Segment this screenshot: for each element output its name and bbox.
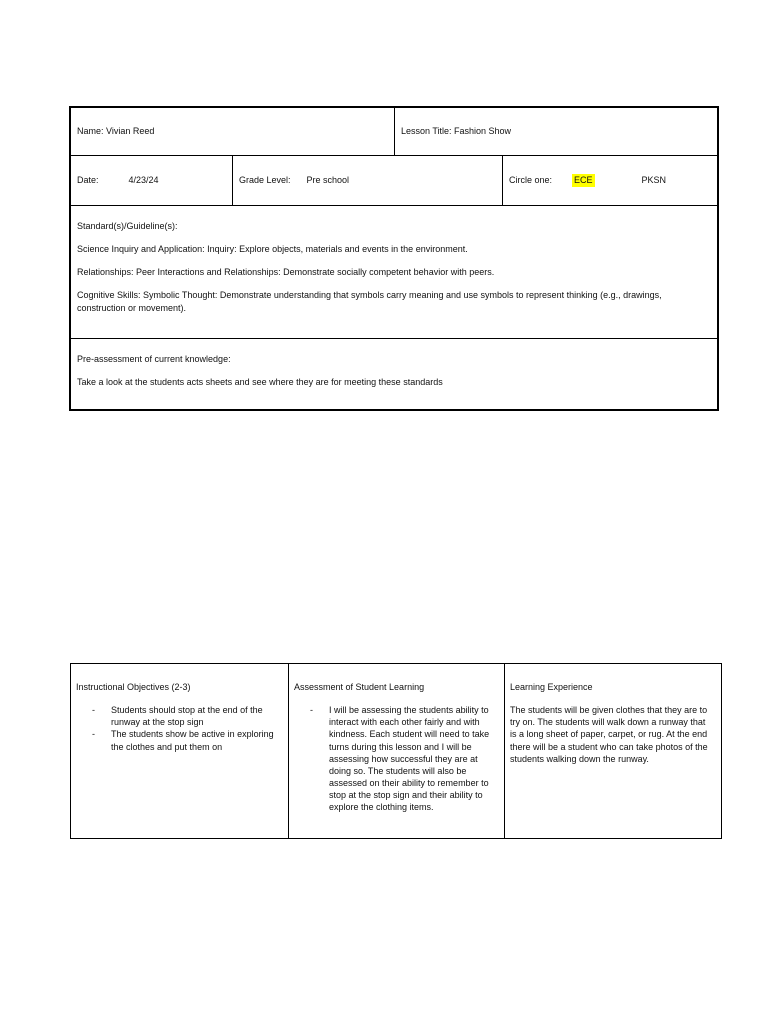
objective-item: - The students show be active in exploring the clothes and put them on xyxy=(111,728,283,752)
date-label: Date: xyxy=(77,175,99,186)
standard-item: Science Inquiry and Application: Inquiry: Explore objects, materials and events in the environment. xyxy=(77,244,468,255)
standard-item: Relationships: Peer Interactions and Relationships: Demonstrate socially competent behavior with peers. xyxy=(77,267,495,278)
lesson-title: Lesson Title: Fashion Show xyxy=(401,126,512,137)
objectives-list xyxy=(76,704,283,753)
assessment-item: - I will be assessing the students ability to interact with each other fairly and with kindness. Each student will need to take turns during this lesson and I will be assessing how successful they are at doing so. The students will also be assessed on their ability to remember to stop at the stop sign and their ability to explore the clothing items. xyxy=(329,704,499,813)
header-row-2 xyxy=(71,156,717,206)
grade-cell xyxy=(233,156,503,205)
name-cell xyxy=(71,108,395,155)
standard-item: Cognitive Skills: Symbolic Thought: Demonstrate understanding that symbols carry meaning and use symbols to represent thinking (e.g., drawings, construction or movement). xyxy=(77,290,662,313)
objective-item: - Students should stop at the end of the runway at the stop sign xyxy=(111,704,283,728)
standards-heading: Standard(s)/Guideline(s): xyxy=(77,221,178,231)
experience-heading: Learning Experience xyxy=(510,682,593,692)
lesson-plan-table xyxy=(70,663,722,839)
date-value: 4/23/24 xyxy=(128,175,159,186)
objectives-heading: Instructional Objectives (2-3) xyxy=(76,682,191,692)
lesson-header-table xyxy=(69,106,719,411)
preassessment-row xyxy=(71,339,717,409)
assessment-heading: Assessment of Student Learning xyxy=(294,682,425,692)
learning-experience-column xyxy=(505,664,721,838)
assessment-column xyxy=(289,664,505,838)
header-row-1 xyxy=(71,108,717,156)
lesson-title-cell xyxy=(395,108,717,155)
experience-text: The students will be given clothes that they are to try on. The students will walk down a runway that is a long sheet of paper, carpet, or rug. At the end there will be a student who can take photos of the students walking down the runway. xyxy=(510,705,708,764)
preassessment-cell xyxy=(71,339,449,409)
preassessment-text: Take a look at the students acts sheets and see where they are for meeting these standards xyxy=(77,377,443,388)
standards-cell xyxy=(71,206,717,338)
circle-label: Circle one: xyxy=(509,175,553,186)
grade-label: Grade Level: xyxy=(239,175,291,186)
teacher-name: Name: Vivian Reed xyxy=(77,126,155,137)
grade-value: Pre school xyxy=(306,175,350,186)
circle-option-ece-selected: ECE xyxy=(574,175,593,186)
objectives-column xyxy=(71,664,289,838)
date-cell xyxy=(71,156,233,205)
assessment-list xyxy=(294,704,499,813)
preassessment-heading: Pre-assessment of current knowledge: xyxy=(77,354,231,364)
circle-option-pksn: PKSN xyxy=(641,175,667,186)
standards-row xyxy=(71,206,717,339)
circle-one-cell xyxy=(503,156,717,205)
